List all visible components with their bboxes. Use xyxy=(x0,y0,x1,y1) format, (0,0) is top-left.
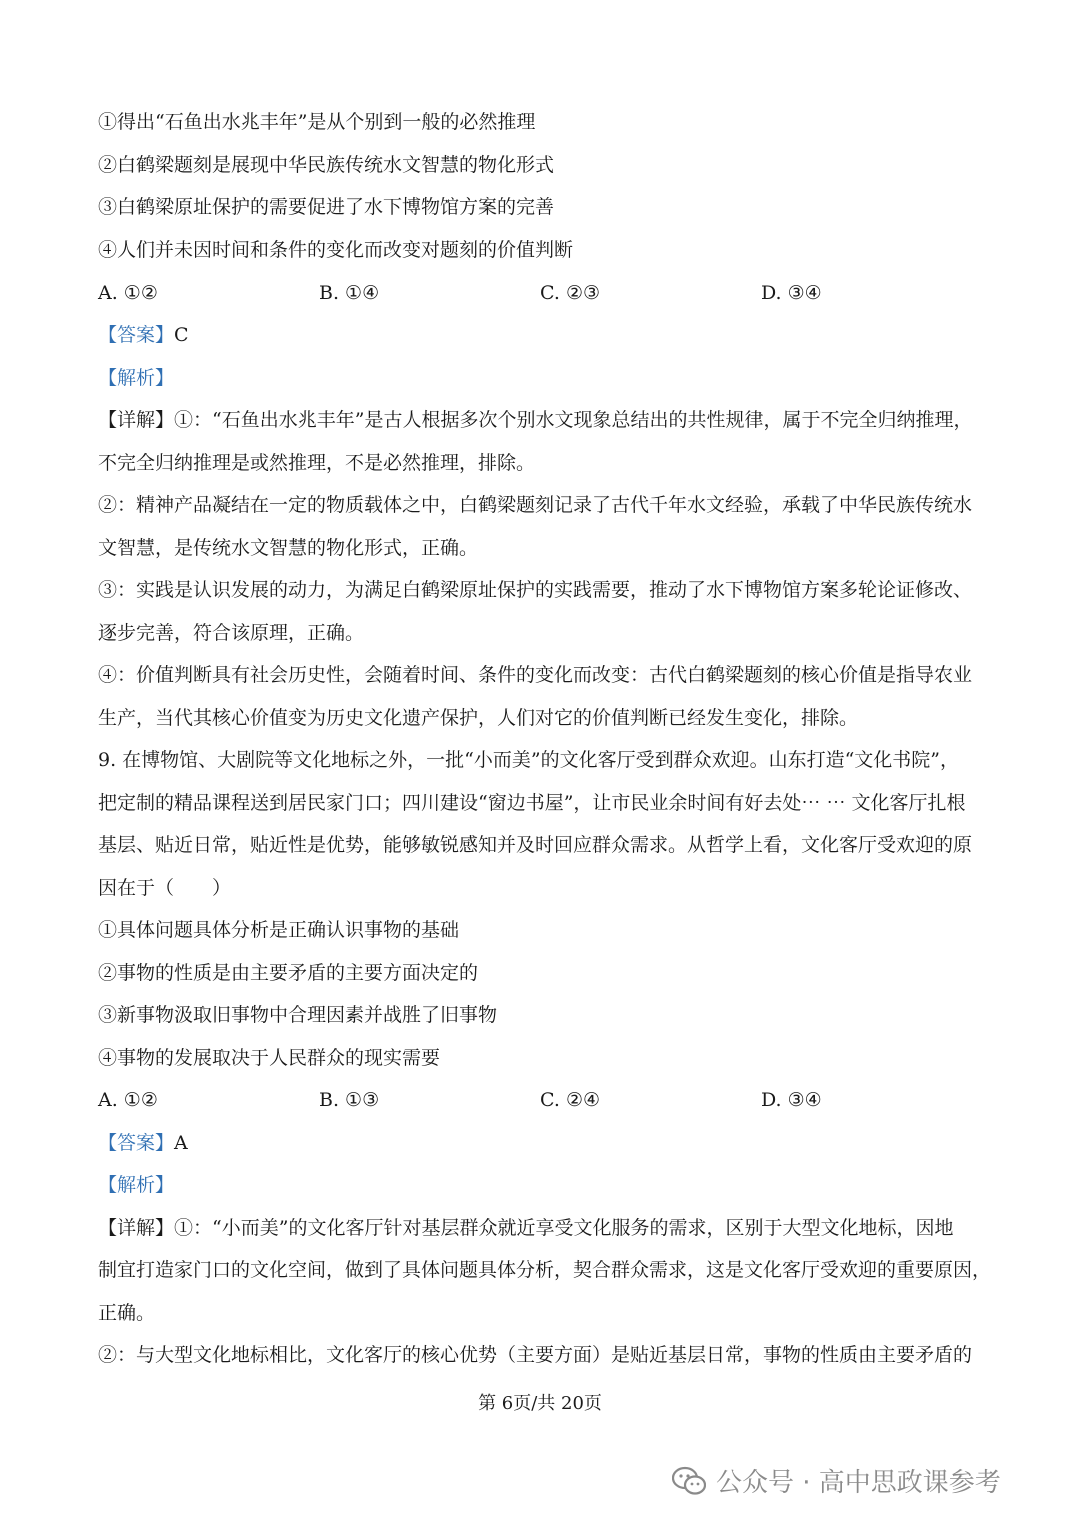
q9-detail-line-3: 正确。 xyxy=(98,1302,156,1324)
q8-detail-line-4: 文智慧，是传统水文智慧的物化形式，正确。 xyxy=(98,537,479,559)
q9-choice-a: A. ①② xyxy=(98,1089,158,1111)
q9-stem-line-2: 把定制的精品课程送到居民家门口；四川建设“窗边书屋”，让市民业余时间有好去处⋯ ⋯ 文化客厅扎根 xyxy=(98,792,966,814)
watermark xyxy=(672,1462,1001,1499)
q9-option-4: ④事物的发展取决于人民群众的现实需要 xyxy=(98,1047,441,1069)
q8-detail-line-7: ④：价值判断具有社会历史性，会随着时间、条件的变化而改变：古代白鹤梁题刻的核心价值是指导农业 xyxy=(98,664,973,686)
detail-label: 【详解】 xyxy=(98,1217,175,1239)
q8-option-4: ④人们并未因时间和条件的变化而改变对题刻的价值判断 xyxy=(98,239,574,261)
q8-choice-c: C. ②③ xyxy=(540,282,601,304)
q9-answer xyxy=(98,1131,188,1155)
q9-choice-b: B. ①③ xyxy=(319,1089,380,1111)
q8-choice-a: A. ①② xyxy=(98,282,158,304)
q8-detail-line-1 xyxy=(98,408,972,432)
q8-choice-d: D. ③④ xyxy=(761,282,822,304)
q8-detail-line-8: 生产，当代其核心价值变为历史文化遗产保护，人们对它的价值判断已经发生变化，排除。 xyxy=(98,707,859,729)
q9-detail-line-4: ②：与大型文化地标相比，文化客厅的核心优势（主要方面）是贴近基层日常，事物的性质由主要矛盾的 xyxy=(98,1344,973,1366)
watermark-text: 公众号 · 高中思政课参考 xyxy=(716,1468,1001,1498)
page-number: 第 6页/共 20页 xyxy=(478,1393,602,1414)
q8-detail-line-2: 不完全归纳推理是或然推理，不是必然推理，排除。 xyxy=(98,452,536,474)
answer-label: 【答案】 xyxy=(98,324,175,346)
q8-detail-line-6: 逐步完善，符合该原理，正确。 xyxy=(98,622,365,644)
q9-option-2: ②事物的性质是由主要矛盾的主要方面决定的 xyxy=(98,962,479,984)
detail-text: ①：“小而美”的文化客厅针对基层群众就近享受文化服务的需求，区别于大型文化地标，因地 xyxy=(174,1217,954,1239)
answer-value: A xyxy=(174,1132,188,1154)
q9-option-1: ①具体问题具体分析是正确认识事物的基础 xyxy=(98,919,460,941)
q8-choice-b: B. ①④ xyxy=(319,282,380,304)
q8-answer xyxy=(98,323,189,347)
wechat-icon xyxy=(672,1466,706,1496)
detail-text: ①：“石鱼出水兆丰年”是古人根据多次个别水文现象总结出的共性规律，属于不完全归纳推理， xyxy=(174,409,973,431)
q8-option-1: ①得出“石鱼出水兆丰年”是从个别到一般的必然推理 xyxy=(98,111,536,133)
detail-label: 【详解】 xyxy=(98,409,175,431)
q9-analysis-label: 【解析】 xyxy=(98,1174,175,1196)
q8-analysis-label: 【解析】 xyxy=(98,367,175,389)
q9-stem-line-1: 9. 在博物馆、大剧院等文化地标之外，一批“小而美”的文化客厅受到群众欢迎。山东打造“文化书院”， xyxy=(98,749,960,771)
q9-stem-line-4: 因在于（ ） xyxy=(98,877,232,899)
q9-choice-d: D. ③④ xyxy=(761,1089,822,1111)
q9-detail-line-2: 制宜打造家门口的文化空间，做到了具体问题具体分析，契合群众需求，这是文化客厅受欢迎的重要原因， xyxy=(98,1259,992,1281)
q9-stem-line-3: 基层、贴近日常，贴近性是优势，能够敏锐感知并及时回应群众需求。从哲学上看，文化客厅受欢迎的原 xyxy=(98,834,973,856)
q8-option-3: ③白鹤梁原址保护的需要促进了水下博物馆方案的完善 xyxy=(98,196,555,218)
q8-detail-line-5: ③：实践是认识发展的动力，为满足白鹤梁原址保护的实践需要，推动了水下博物馆方案多轮论证修改、 xyxy=(98,579,973,601)
answer-value: C xyxy=(174,324,189,346)
q9-option-3: ③新事物汲取旧事物中合理因素并战胜了旧事物 xyxy=(98,1004,498,1026)
q8-option-2: ②白鹤梁题刻是展现中华民族传统水文智慧的物化形式 xyxy=(98,154,555,176)
q8-detail-line-3: ②：精神产品凝结在一定的物质载体之中，白鹤梁题刻记录了古代千年水文经验，承载了中华民族传统水 xyxy=(98,494,973,516)
answer-label: 【答案】 xyxy=(98,1132,175,1154)
q9-choice-c: C. ②④ xyxy=(540,1089,601,1111)
q9-detail-line-1 xyxy=(98,1216,953,1240)
